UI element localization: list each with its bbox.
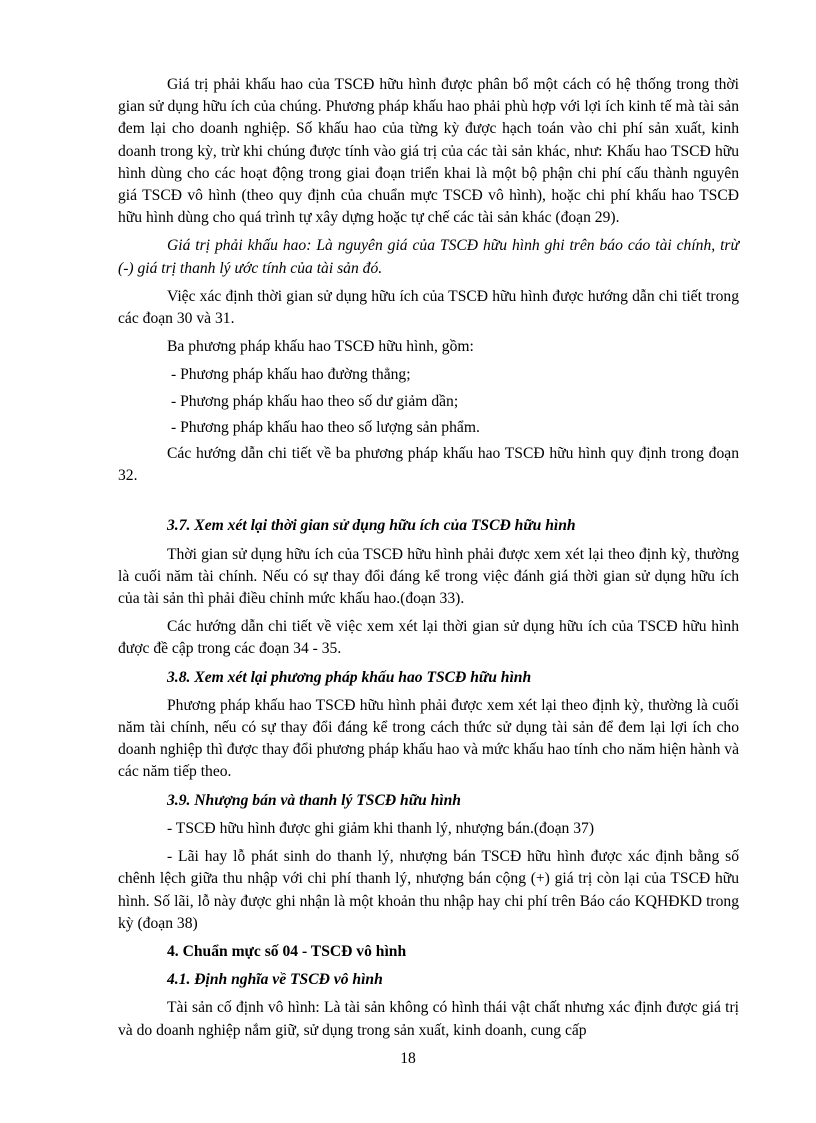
section-heading-3-7: 3.7. Xem xét lại thời gian sử dụng hữu ích của TSCĐ hữu hình (167, 517, 576, 535)
paragraph-3-7-review: Thời gian sử dụng hữu ích của TSCĐ hữu hình phải được xem xét lại theo định kỳ, thường là cuối năm tài chính. Nếu có sự thay đổi đáng kể trong việc đánh giá thời gian sử dụng hữu ích của tài sản thì phải điều chỉnh mức khấu hao.(đoạn 33). (118, 545, 739, 608)
document-page (118, 74, 739, 1048)
paragraph-methods-intro: Ba phương pháp khấu hao TSCĐ hữu hình, gồm: (167, 338, 474, 356)
section-heading-3-9: 3.9. Nhượng bán và thanh lý TSCĐ hữu hình (167, 791, 461, 809)
paragraph-4-1-definition: Tài sản cố định vô hình: Là tài sản không có hình thái vật chất nhưng xác định được giá trị và do doanh nghiệp nắm giữ, sử dụng trong sản xuất, kinh doanh, cung cấp (118, 999, 739, 1039)
paragraph-3-9-derecognition: - TSCĐ hữu hình được ghi giảm khi thanh lý, nhượng bán.(đoạn 37) (167, 819, 595, 837)
paragraph-methods-note: Các hướng dẫn chi tiết về ba phương pháp khấu hao TSCĐ hữu hình quy định trong đoạn 32. (118, 445, 739, 485)
list-item-method-units-of-production: - Phương pháp khấu hao theo số lượng sản phẩm. (171, 418, 480, 436)
paragraph-useful-life-guidance: Việc xác định thời gian sử dụng hữu ích của TSCĐ hữu hình được hướng dẫn chi tiết trong các đoạn 30 và 31. (118, 287, 739, 328)
paragraph-depreciable-allocation: Giá trị phải khấu hao của TSCĐ hữu hình được phân bổ một cách có hệ thống trong thời gian sử dụng hữu ích của chúng. Phương pháp khấu hao phải phù hợp với lợi ích kinh tế mà tài sản đem lại cho doanh nghiệp. Số khấu hao của từng kỳ được hạch toán vào chi phí sản xuất, kinh doanh trong kỳ, trừ khi chúng được tính vào giá trị của các tài sản khác, như: Khấu hao TSCĐ hữu hình dùng cho các hoạt động trong giai đoạn triển khai là một bộ phận chi phí cấu thành nguyên giá TSCĐ vô hình (theo quy định của chuẩn mực TSCĐ vô hình), hoặc chi phí khấu hao TSCĐ hữu hình dùng cho quá trình tự xây dựng hoặc tự chế các tài sản khác (đoạn 29). (118, 76, 739, 227)
list-item-method-straight-line: - Phương pháp khấu hao đường thẳng; (171, 366, 411, 384)
paragraph-3-7-guidance: Các hướng dẫn chi tiết về việc xem xét lại thời gian sử dụng hữu ích của TSCĐ hữu hình được đề cập trong các đoạn 34 - 35. (118, 618, 739, 658)
section-heading-4: 4. Chuẩn mực số 04 - TSCĐ vô hình (167, 942, 407, 960)
section-heading-4-1: 4.1. Định nghĩa về TSCĐ vô hình (167, 971, 383, 989)
paragraph-3-9-gain-loss: - Lãi hay lỗ phát sinh do thanh lý, nhượng bán TSCĐ hữu hình được xác định bằng số chênh lệch giữa thu nhập với chi phí thanh lý, nhượng bán cộng (+) giá trị còn lại của TSCĐ hữu hình. Số lãi, lỗ này được ghi nhận là một khoản thu nhập hay chi phí trên Báo cáo KQHĐKD trong kỳ (đoạn 38) (118, 848, 739, 932)
section-heading-3-8: 3.8. Xem xét lại phương pháp khấu hao TSCĐ hữu hình (167, 668, 532, 686)
list-item-method-declining-balance: - Phương pháp khấu hao theo số dư giảm dần; (171, 392, 459, 410)
page-number: 18 (400, 1050, 416, 1067)
paragraph-3-8-review: Phương pháp khấu hao TSCĐ hữu hình phải được xem xét lại theo định kỳ, thường là cuối năm tài chính, nếu có sự thay đổi đáng kể trong cách thức sử dụng tài sản để đem lại lợi ích cho doanh nghiệp thì được thay đổi phương pháp khấu hao và mức khấu hao tính cho năm hiện hành và các năm tiếp theo. (118, 696, 739, 781)
paragraph-depreciable-value-definition: Giá trị phải khấu hao: Là nguyên giá của TSCĐ hữu hình ghi trên báo cáo tài chính, trừ (-) giá trị thanh lý ước tính của tài sản đó. (118, 237, 739, 277)
